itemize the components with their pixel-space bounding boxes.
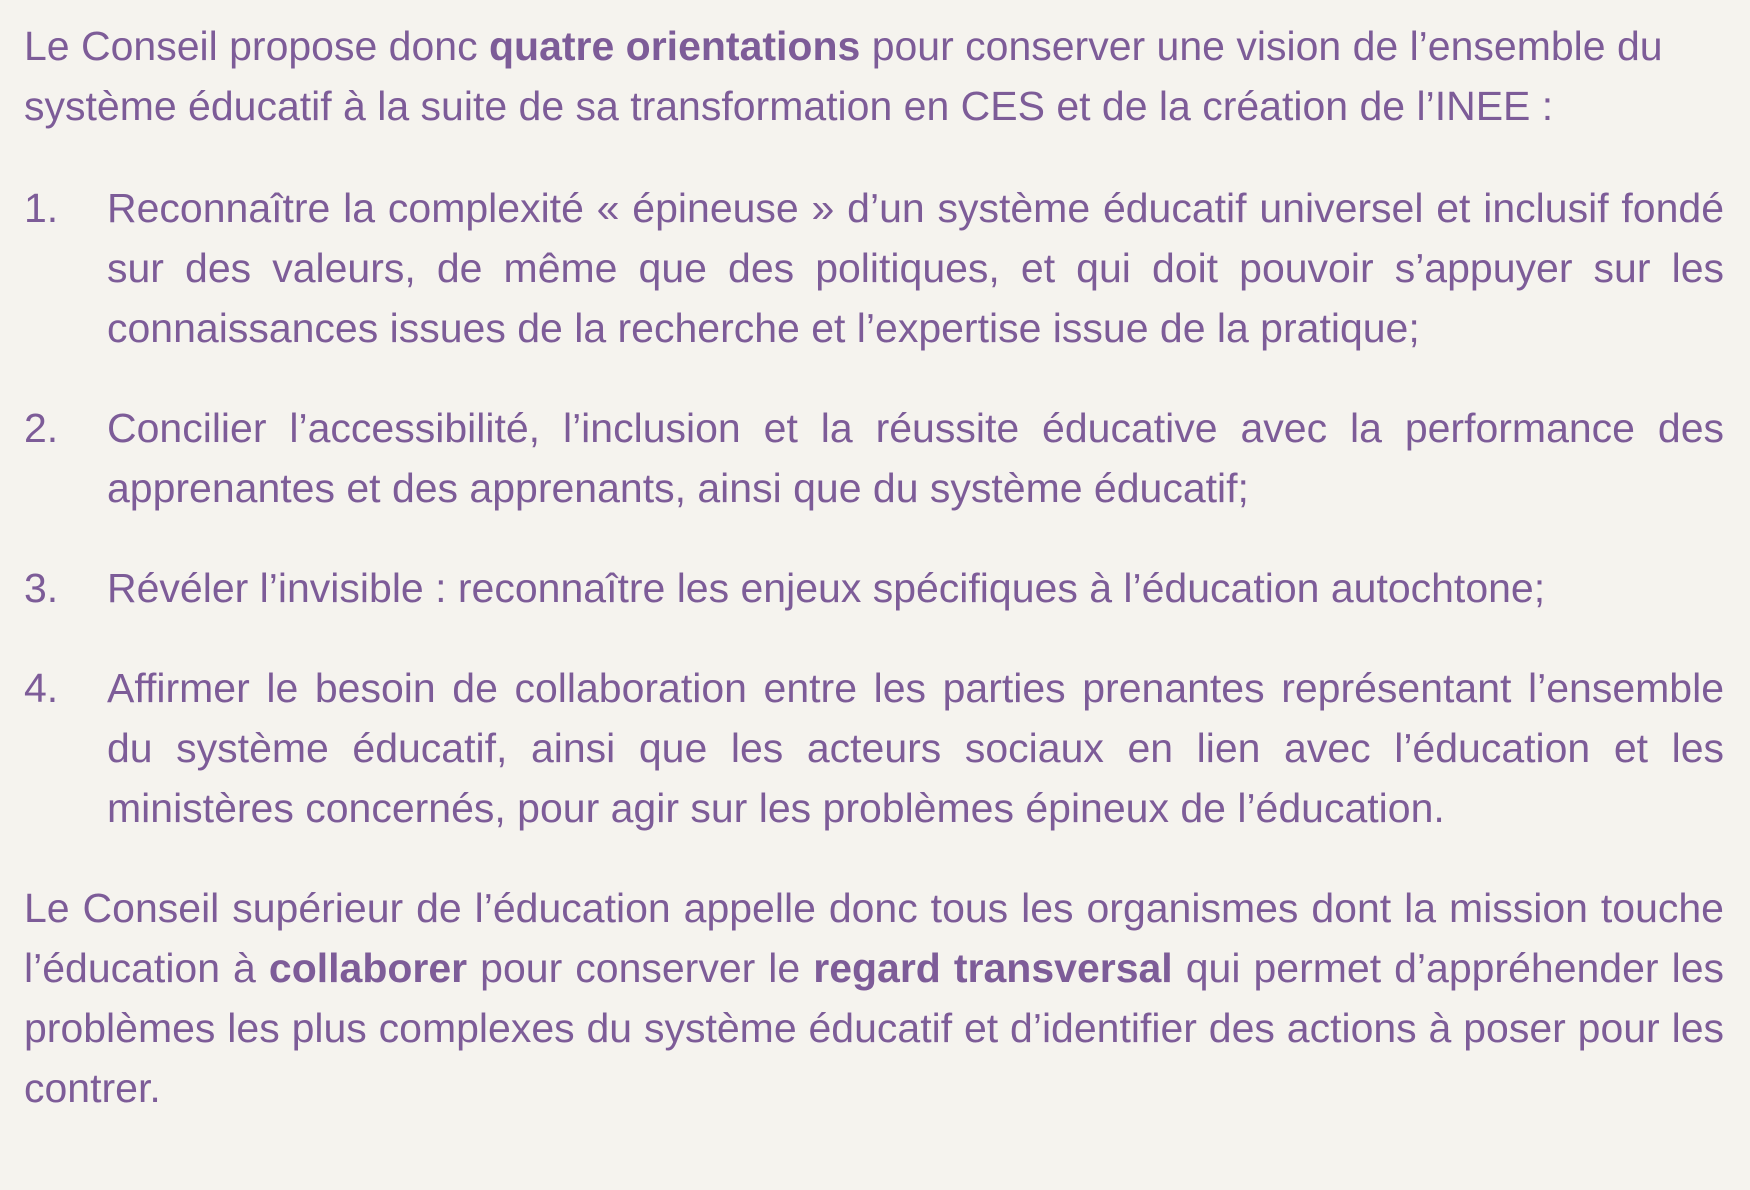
orientation-number-2: 2. (24, 405, 59, 451)
intro-paragraph (24, 16, 1724, 136)
outro-text-1: Le Conseil supérieur de l’éducation appelle donc tous les organismes dont la mission touche l’éducation à (24, 885, 1724, 991)
intro-text-before: Le Conseil propose donc (24, 23, 489, 69)
intro-text-after: pour conserver une vision de l’ensemble du système éducatif à la suite de sa transformation en CES et de la création de l’INEE : (24, 23, 1663, 129)
orientation-number-4: 4. (24, 665, 59, 711)
orientation-item-3 (24, 558, 1724, 618)
closing-paragraph (24, 878, 1724, 1118)
outro-text-3: qui permet d’appréhender les problèmes les plus complexes du système éducatif et d’identifier des actions à poser pour les contrer. (24, 945, 1724, 1111)
orientation-number-1: 1. (24, 185, 59, 231)
intro-emphasis-quatre-orientations: quatre orientations (488, 23, 861, 69)
orientation-item-2 (24, 398, 1724, 518)
orientations-list (24, 178, 1724, 838)
outro-emphasis-regard-transversal: regard transversal (813, 945, 1173, 991)
orientation-item-1 (24, 178, 1724, 358)
document-page (24, 16, 1724, 1118)
outro-emphasis-collaborer: collaborer (268, 945, 468, 991)
orientation-number-3: 3. (24, 565, 59, 611)
orientation-text-4: Affirmer le besoin de collaboration entre les parties prenantes représentant l’ensemble du système éducatif, ainsi que les acteurs sociaux en lien avec l’éducation et les ministères concernés, pour agir sur les problèmes épineux de l’éducation. (107, 665, 1724, 831)
orientation-text-2: Concilier l’accessibilité, l’inclusion et la réussite éducative avec la performance des apprenantes et des apprenants, ainsi que du système éducatif; (107, 405, 1724, 511)
orientation-text-3: Révéler l’invisible : reconnaître les enjeux spécifiques à l’éducation autochtone; (107, 565, 1546, 611)
outro-text-2: pour conserver le (467, 945, 814, 991)
orientation-item-4 (24, 658, 1724, 838)
orientation-text-1: Reconnaître la complexité « épineuse » d’un système éducatif universel et inclusif fondé sur des valeurs, de même que des politiques, et qui doit pouvoir s’appuyer sur les connaissances issues de la recherche et l’expertise issue de la pratique; (107, 185, 1724, 351)
